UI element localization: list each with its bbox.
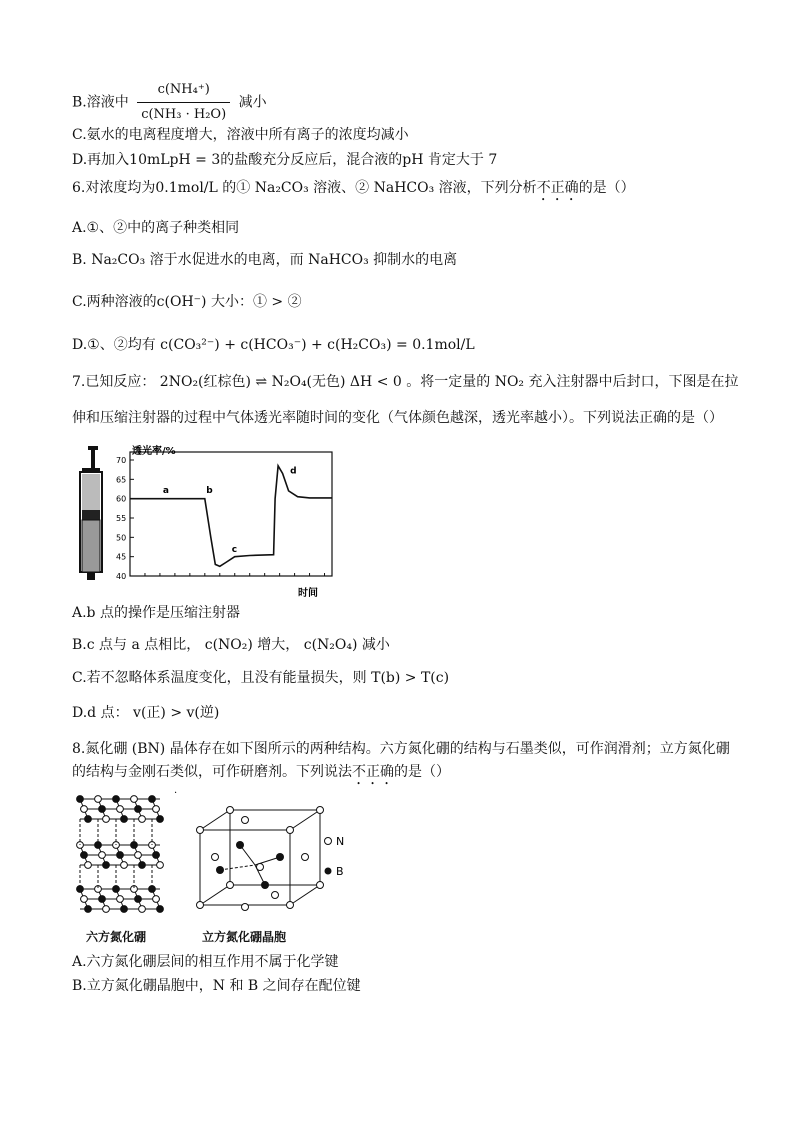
n-atom [317,807,324,814]
hex-atom [121,816,128,823]
legend-b-label: B [336,865,344,878]
legend-b-marker [325,868,332,875]
hex-atom [121,862,128,869]
hex-atom [81,896,88,903]
n-atom [242,817,249,824]
b-atom [236,841,244,849]
hex-atom [117,806,124,813]
y-tick-label: 45 [116,552,127,562]
hex-atom [157,862,164,869]
q7-option-a: A.b 点的操作是压缩注射器 [72,605,240,621]
chart-ylabel: 透光率/% [132,446,176,457]
hex-atom [117,852,124,859]
hex-atom [99,806,106,813]
b-atom [261,881,269,889]
point-label-a: a [162,485,169,496]
hex-atom [85,816,92,823]
q7-option-d: D.d 点： v(正) > v(逆) [72,705,220,721]
hex-atom [135,852,142,859]
hex-atom [95,796,102,803]
chart-xlabel: 时间 [298,588,318,599]
q6-option-b: B. Na₂CO₃ 溶于水促进水的电离，而 NaHCO₃ 抑制水的电离 [72,252,458,268]
n-atom [242,904,249,911]
hex-atom [153,896,160,903]
n-atom [212,854,219,861]
y-tick-label: 40 [116,572,127,581]
syringe-icon [80,446,102,580]
caption-cubic: 立方氮化硼晶胞 [202,930,287,944]
hex-atom [139,862,146,869]
caption-hexagonal: 六方氮化硼 [86,930,147,944]
n-atom [272,892,279,899]
figure-dot: . [174,785,178,796]
q8-stem-part2: 的是（） [394,764,450,780]
n-atom [227,807,234,814]
q7-stem-line1: 7.已知反应： 2NO₂(红棕色) ⇌ N₂O₄(无色) ΔH < 0 。将一定量的 NO₂ 充入注射器中后封口，下图是在拉 [72,374,739,390]
chart-frame [130,452,332,576]
q7-option-c: C.若不忽略体系温度变化，且没有能量损失，则 T(b) > T(c) [72,670,450,686]
n-atom [287,827,294,834]
hex-atom [103,816,110,823]
n-atom [227,882,234,889]
q5-option-d: D.再加入10mLpH = 3的盐酸充分反应后，混合液的pH 肯定大于 7 [72,152,498,168]
q7-option-b: B.c 点与 a 点相比， c(NO₂) 增大， c(N₂O₄) 减小 [72,637,390,653]
hex-atom [85,862,92,869]
point-label-c: c [231,545,238,556]
y-tick-label: 70 [116,456,127,465]
q5-option-b-suffix: 减小 [238,94,267,111]
hex-atom [113,796,120,803]
q6-stem-emphasis: 不正确 [536,180,579,196]
hex-atom [131,796,138,803]
q6-option-a: A.①、②中的离子种类相同 [72,220,240,236]
q5-option-b-fraction [137,78,230,127]
hex-atom [139,906,146,913]
hexagonal-bn-structure [77,796,164,913]
n-atom [197,902,204,909]
hex-atom [103,862,110,869]
hex-atom [157,906,164,913]
q5-option-b [72,78,267,127]
q6-option-d: D.①、②均有 c(CO₃²⁻) + c(HCO₃⁻) + c(H₂CO₃) = 0.1mol/L [72,337,475,353]
y-tick-label: 50 [116,533,127,543]
q7-figure [70,440,350,600]
y-tick-label: 60 [116,494,127,504]
q5-option-c: C.氨水的电离程度增大，溶液中所有离子的浓度均减小 [72,127,409,143]
y-tick-label: 55 [116,514,127,523]
legend-n-label: N [336,835,345,848]
hex-atom [117,896,124,903]
q6-stem-part1: 6.对浓度均为0.1mol/L 的① Na₂CO₃ 溶液、② NaHCO₃ 溶液，下列分析 [72,180,537,196]
hex-atom [85,906,92,913]
hex-atom [121,906,128,913]
q7-figure-svg [70,440,350,600]
hex-atom [153,852,160,859]
hex-atom [139,816,146,823]
hex-atom [135,896,142,903]
q5-option-b-prefix: B.溶液中 [72,94,129,111]
point-label-d: d [290,466,297,477]
hex-atom [81,852,88,859]
hex-atom [149,796,156,803]
q8-figure [70,785,370,945]
q8-figure-svg [70,785,370,945]
b-atom [276,853,284,861]
n-atom [287,902,294,909]
q8-stem-emphasis: 不正确 [352,764,394,780]
hex-atom [135,806,142,813]
n-atom [197,827,204,834]
hex-atom [81,806,88,813]
hex-atom [153,806,160,813]
hex-atom [103,906,110,913]
legend-n-marker [325,838,332,845]
q8-stem-part1: 的结构与金刚石类似，可作研磨剂。下列说法 [72,764,352,780]
q7-stem-line2: 伸和压缩注射器的过程中气体透光率随时间的变化（气体颜色越深，透光率越小）。下列说法正确的是（） [72,410,723,426]
q8-option-a: A.六方氮化硼层间的相互作用不属于化学键 [72,954,339,970]
q8-option-b: B.立方氮化硼晶胞中，N 和 B 之间存在配位键 [72,978,361,994]
hex-atom [99,896,106,903]
n-atom [257,864,264,871]
fraction-numerator: c(NH₄⁺) [137,78,230,103]
q6-stem-part2: 的是（） [578,180,635,196]
y-tick-label: 65 [116,475,127,485]
q8-stem-line1: 8.氮化硼 (BN) 晶体存在如下图所示的两种结构。六方氮化硼的结构与石墨类似，可作润滑剂；立方氮化硼 [72,741,730,757]
point-label-b: b [206,485,213,496]
n-atom [317,882,324,889]
q6-stem [72,178,635,204]
q6-option-c: C.两种溶液的c(OH⁻) 大小：① > ② [72,294,302,310]
hex-atom [99,852,106,859]
hex-atom [157,816,164,823]
n-atom [302,854,309,861]
hex-atom [77,796,84,803]
b-atom [216,866,224,874]
fraction-denominator: c(NH₃ · H₂O) [141,107,227,122]
